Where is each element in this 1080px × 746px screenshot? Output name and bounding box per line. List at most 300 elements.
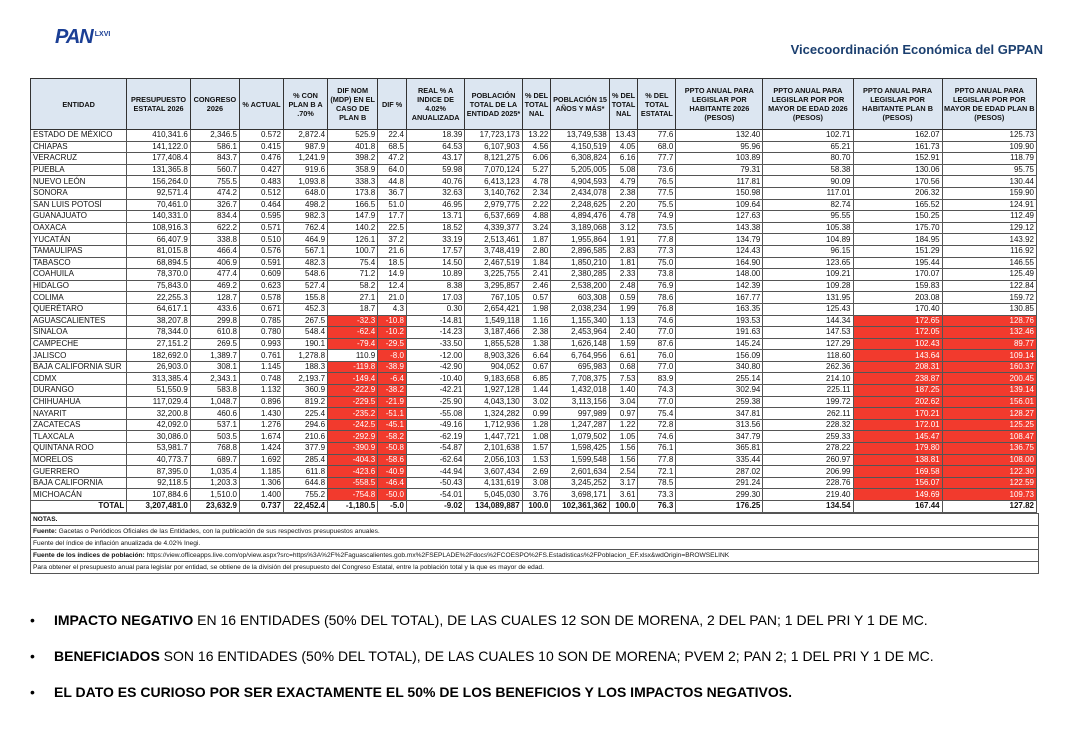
table-row — [31, 176, 1037, 188]
table-cell: 73.6 — [638, 164, 676, 176]
table-cell: 64.0 — [378, 164, 407, 176]
table-cell: 14.9 — [378, 269, 407, 281]
table-cell: 17,723,173 — [465, 130, 522, 142]
table-cell: 3,140,762 — [465, 187, 522, 199]
table-cell: 2,343.1 — [190, 373, 239, 385]
table-row — [31, 327, 1037, 339]
table-cell: 70,461.0 — [127, 199, 191, 211]
table-row — [31, 489, 1037, 501]
table-cell: 89.77 — [942, 338, 1036, 350]
table-cell: 104.89 — [763, 234, 853, 246]
table-cell: 90.09 — [763, 176, 853, 188]
table-cell: 143.92 — [942, 234, 1036, 246]
table-cell: 164.90 — [676, 257, 763, 269]
table-cell: 904,052 — [465, 361, 522, 373]
table-cell: 190.1 — [284, 338, 328, 350]
table-row — [31, 199, 1037, 211]
table-cell: 77.5 — [638, 187, 676, 199]
table-cell: 4.79 — [609, 176, 638, 188]
table-cell: 406.9 — [190, 257, 239, 269]
table-cell: 5.27 — [522, 164, 551, 176]
table-cell: 477.4 — [190, 269, 239, 281]
entity-cell: CHIAPAS — [31, 141, 127, 153]
entity-cell: ZACATECAS — [31, 419, 127, 431]
table-cell: 1,241.9 — [284, 153, 328, 165]
table-row — [31, 466, 1037, 478]
table-cell: 377.9 — [284, 443, 328, 455]
table-cell: 116.92 — [942, 245, 1036, 257]
table-cell: -50.0 — [378, 489, 407, 501]
entity-cell: COLIMA — [31, 292, 127, 304]
table-cell: 3.02 — [522, 396, 551, 408]
table-cell: 1.08 — [522, 431, 551, 443]
table-cell: 108,916.3 — [127, 222, 191, 234]
table-cell: 255.14 — [676, 373, 763, 385]
table-cell: 0.623 — [239, 280, 283, 292]
table-cell: 347.81 — [676, 408, 763, 420]
table-cell: -423.6 — [328, 466, 378, 478]
table-cell: 75,843.0 — [127, 280, 191, 292]
table-cell: 2,601,634 — [551, 466, 609, 478]
table-cell: 1,278.8 — [284, 350, 328, 362]
entity-cell: SINALOA — [31, 327, 127, 339]
table-cell: -558.5 — [328, 477, 378, 489]
table-cell: 170.40 — [853, 303, 942, 315]
table-cell: -10.8 — [378, 315, 407, 327]
table-cell: 4.05 — [609, 141, 638, 153]
table-cell: 72.8 — [638, 419, 676, 431]
bullet-beneficiaries: • BENEFICIADOS SON 16 ENTIDADES (50% DEL TOTAL), DE LAS CUALES 10 SON DE MORENA; PVEM 2; PAN 2; 1 DEL PRI Y 1 DE MC. — [30, 648, 934, 664]
table-cell: 66,407.9 — [127, 234, 191, 246]
table-cell: 206.99 — [763, 466, 853, 478]
table-cell: 199.72 — [763, 396, 853, 408]
table-cell: 193.53 — [676, 315, 763, 327]
table-cell: 76.0 — [638, 350, 676, 362]
table-cell: 92,118.5 — [127, 477, 191, 489]
notes-source: Fuente: Gacetas o Periódicos Oficiales de las Entidades, con la publicación de sus respectivos presupuestos anuales. — [31, 525, 1038, 537]
table-cell: -54.01 — [406, 489, 464, 501]
table-cell: 118.79 — [942, 153, 1036, 165]
table-row — [31, 350, 1037, 362]
table-cell: 695,983 — [551, 361, 609, 373]
table-cell: 302.94 — [676, 385, 763, 397]
table-cell: 95.96 — [676, 141, 763, 153]
table-cell: -242.5 — [328, 419, 378, 431]
table-cell: 1.28 — [522, 419, 551, 431]
table-cell: 338.8 — [190, 234, 239, 246]
table-cell: 130.85 — [942, 303, 1036, 315]
table-cell: 100.0 — [522, 501, 551, 513]
table-cell: 2,538,200 — [551, 280, 609, 292]
table-cell: 8,121,275 — [465, 153, 522, 165]
table-cell: 71.2 — [328, 269, 378, 281]
table-cell: 100.7 — [328, 245, 378, 257]
table-cell: 0.572 — [239, 130, 283, 142]
table-cell: 109.14 — [942, 350, 1036, 362]
table-row — [31, 361, 1037, 373]
table-cell: 3.04 — [609, 396, 638, 408]
table-cell: -62.4 — [328, 327, 378, 339]
table-cell: 1,389.7 — [190, 350, 239, 362]
table-cell: 225.11 — [763, 385, 853, 397]
table-row — [31, 153, 1037, 165]
table-cell: 142.39 — [676, 280, 763, 292]
table-row — [31, 141, 1037, 153]
table-cell: 1,447,721 — [465, 431, 522, 443]
table-cell: 267.5 — [284, 315, 328, 327]
table-cell: 474.2 — [190, 187, 239, 199]
table-cell: 0.30 — [406, 303, 464, 315]
table-cell: 365.81 — [676, 443, 763, 455]
table-cell: 3,245,252 — [551, 477, 609, 489]
table-cell: 82.74 — [763, 199, 853, 211]
table-row — [31, 222, 1037, 234]
table-cell: 76.1 — [638, 443, 676, 455]
notes-population-source: Fuente de los índices de población: https://view.officeapps.live.com/op/view.aspx?src=https%3A%2F%2Faguascalientes.gob.mx%2FSEPLADE%2Fdocs%2FCOESPO%2FS.Estadisticas%2FPoblacion_EF.xlsx&wdOrigin=BROWSELINK — [31, 549, 1038, 561]
table-cell: 77.8 — [638, 234, 676, 246]
table-cell: 131.95 — [763, 292, 853, 304]
table-cell: 6.64 — [522, 350, 551, 362]
table-cell: 3,607,434 — [465, 466, 522, 478]
entity-cell: QUERÉTARO — [31, 303, 127, 315]
table-cell: 76.3 — [638, 501, 676, 513]
table-cell: 96.15 — [763, 245, 853, 257]
column-header: PPTO ANUAL PARA LEGISLAR POR POR MAYOR DE EDAD PLAN B (PESOS) — [942, 79, 1036, 130]
table-cell: 6,308,824 — [551, 153, 609, 165]
table-cell: 203.08 — [853, 292, 942, 304]
table-row — [31, 245, 1037, 257]
table-row — [31, 234, 1037, 246]
table-cell: 200.45 — [942, 373, 1036, 385]
entity-cell: CDMX — [31, 373, 127, 385]
table-cell: 75.4 — [328, 257, 378, 269]
table-cell: 583.8 — [190, 385, 239, 397]
table-cell: -44.94 — [406, 466, 464, 478]
table-row — [31, 303, 1037, 315]
table-cell: 3,225,755 — [465, 269, 522, 281]
table-cell: 2,513,461 — [465, 234, 522, 246]
table-cell: 165.52 — [853, 199, 942, 211]
table-cell: -754.8 — [328, 489, 378, 501]
table-cell: 452.3 — [284, 303, 328, 315]
table-row — [31, 164, 1037, 176]
summary-bullets — [30, 612, 1050, 720]
table-row — [31, 315, 1037, 327]
table-cell: 498.2 — [284, 199, 328, 211]
table-cell: 118.60 — [763, 350, 853, 362]
table-cell: 1.91 — [609, 234, 638, 246]
table-cell: 65.21 — [763, 141, 853, 153]
table-cell: 40,773.7 — [127, 454, 191, 466]
table-cell: 175.70 — [853, 222, 942, 234]
entity-cell: GUERRERO — [31, 466, 127, 478]
table-cell: 126.1 — [328, 234, 378, 246]
table-cell: -8.0 — [378, 350, 407, 362]
table-cell: 503.5 — [190, 431, 239, 443]
table-cell: 102.71 — [763, 130, 853, 142]
table-cell: -12.00 — [406, 350, 464, 362]
table-cell: 43.17 — [406, 153, 464, 165]
table-cell: 125.73 — [942, 130, 1036, 142]
table-cell: 136.75 — [942, 443, 1036, 455]
table-cell: 208.31 — [853, 361, 942, 373]
notes-title: NOTAS. — [31, 513, 1038, 525]
table-cell: 74.9 — [638, 211, 676, 223]
table-cell: 112.49 — [942, 211, 1036, 223]
table-cell: 77.7 — [638, 153, 676, 165]
entity-cell: DURANGO — [31, 385, 127, 397]
table-cell: 77.6 — [638, 130, 676, 142]
table-cell: 134,089,887 — [465, 501, 522, 513]
table-cell: 75.0 — [638, 257, 676, 269]
table-cell: 6.06 — [522, 153, 551, 165]
table-cell: 262.11 — [763, 408, 853, 420]
table-cell: 18.52 — [406, 222, 464, 234]
table-row — [31, 419, 1037, 431]
table-cell: 1.692 — [239, 454, 283, 466]
table-cell: 1,549,118 — [465, 315, 522, 327]
table-cell: 128.7 — [190, 292, 239, 304]
table-cell: 1.276 — [239, 419, 283, 431]
column-header: % CON PLAN B A .70% — [284, 79, 328, 130]
table-cell: 10.89 — [406, 269, 464, 281]
table-cell: 102,361,362 — [551, 501, 609, 513]
notes-inflation: Fuente del índice de inflación anualizada de 4.02% Inegi. — [31, 537, 1038, 549]
table-cell: 23,632.9 — [190, 501, 239, 513]
table-cell: 27.1 — [328, 292, 378, 304]
bullet-dot: • — [30, 648, 35, 664]
table-cell: 2,872.4 — [284, 130, 328, 142]
page-title: Vicecoordinación Económica del GPPAN — [790, 42, 1043, 57]
table-cell: 3,698,171 — [551, 489, 609, 501]
table-cell: 64,617.1 — [127, 303, 191, 315]
table-cell: 0.57 — [522, 292, 551, 304]
table-cell: 156,264.0 — [127, 176, 191, 188]
table-cell: 75.4 — [638, 408, 676, 420]
table-cell: 78.5 — [638, 477, 676, 489]
table-cell: 128.27 — [942, 408, 1036, 420]
table-cell: 3.17 — [609, 477, 638, 489]
table-row — [31, 292, 1037, 304]
table-cell: 9,183,658 — [465, 373, 522, 385]
table-cell: 122.30 — [942, 466, 1036, 478]
table-cell: 1,203.3 — [190, 477, 239, 489]
table-cell: 1,599,548 — [551, 454, 609, 466]
table-cell: 155.8 — [284, 292, 328, 304]
table-cell: -404.3 — [328, 454, 378, 466]
table-cell: 87,395.0 — [127, 466, 191, 478]
table-cell: 156.09 — [676, 350, 763, 362]
table-cell: 0.609 — [239, 269, 283, 281]
entity-cell: NUEVO LEÓN — [31, 176, 127, 188]
table-cell: 149.69 — [853, 489, 942, 501]
table-cell: 68.0 — [638, 141, 676, 153]
table-cell: 2,380,285 — [551, 269, 609, 281]
table-cell: 6,537,669 — [465, 211, 522, 223]
table-cell: 4,339,377 — [465, 222, 522, 234]
table-cell: 18.7 — [328, 303, 378, 315]
table-cell: 102.43 — [853, 338, 942, 350]
table-cell: 76.8 — [638, 303, 676, 315]
table-cell: 1.81 — [609, 257, 638, 269]
table-cell: 460.6 — [190, 408, 239, 420]
column-header: CONGRESO 2026 — [190, 79, 239, 130]
table-cell: 1.424 — [239, 443, 283, 455]
table-cell: 3,189,068 — [551, 222, 609, 234]
table-cell: 134.54 — [763, 501, 853, 513]
table-cell: 537.1 — [190, 419, 239, 431]
table-cell: 161.73 — [853, 141, 942, 153]
table-cell: 73.8 — [638, 269, 676, 281]
table-cell: 299.30 — [676, 489, 763, 501]
table-cell: 146.55 — [942, 257, 1036, 269]
table-cell: 53,981.7 — [127, 443, 191, 455]
table-cell: 1.16 — [522, 315, 551, 327]
table-cell: 105.38 — [763, 222, 853, 234]
table-cell: 1.40 — [609, 385, 638, 397]
table-cell: 151.29 — [853, 245, 942, 257]
table-cell: 228.76 — [763, 477, 853, 489]
table-cell: 0.748 — [239, 373, 283, 385]
table-cell: 40.76 — [406, 176, 464, 188]
table-cell: 1.44 — [522, 385, 551, 397]
table-cell: 74.3 — [638, 385, 676, 397]
bullet-dot: • — [30, 684, 35, 700]
table-cell: 0.476 — [239, 153, 283, 165]
table-cell: 586.1 — [190, 141, 239, 153]
table-cell: 982.3 — [284, 211, 328, 223]
table-cell: 1.185 — [239, 466, 283, 478]
table-cell: 76.5 — [638, 176, 676, 188]
table-cell: 358.9 — [328, 164, 378, 176]
table-cell: -50.8 — [378, 443, 407, 455]
column-header: PPTO ANUAL PARA LEGISLAR POR HABITANTE 2026 (PESOS) — [676, 79, 763, 130]
table-cell: 4.78 — [522, 176, 551, 188]
table-cell: 51.0 — [378, 199, 407, 211]
table-cell: -79.4 — [328, 338, 378, 350]
table-cell: 176.25 — [676, 501, 763, 513]
table-cell: 169.58 — [853, 466, 942, 478]
table-cell: 0.780 — [239, 327, 283, 339]
table-cell: 4,131,619 — [465, 477, 522, 489]
table-cell: 3,748,419 — [465, 245, 522, 257]
table-cell: 1.59 — [609, 338, 638, 350]
table-cell: 2.22 — [522, 199, 551, 211]
table-cell: 129.12 — [942, 222, 1036, 234]
table-cell: 210.6 — [284, 431, 328, 443]
table-cell: 130.44 — [942, 176, 1036, 188]
entity-cell: BAJA CALIFORNIA SUR — [31, 361, 127, 373]
table-cell: 214.10 — [763, 373, 853, 385]
table-cell: 1.674 — [239, 431, 283, 443]
table-cell: 156.07 — [853, 477, 942, 489]
table-cell: 648.0 — [284, 187, 328, 199]
table-cell: 294.6 — [284, 419, 328, 431]
entity-cell: SONORA — [31, 187, 127, 199]
table-cell: 32,200.8 — [127, 408, 191, 420]
table-cell: 287.02 — [676, 466, 763, 478]
table-cell: 110.9 — [328, 350, 378, 362]
table-cell: 74.6 — [638, 431, 676, 443]
table-cell: 13.71 — [406, 211, 464, 223]
table-cell: 1,324,282 — [465, 408, 522, 420]
table-cell: 1,155,340 — [551, 315, 609, 327]
entity-cell: MORELOS — [31, 454, 127, 466]
table-cell: 95.75 — [942, 164, 1036, 176]
table-cell: -149.4 — [328, 373, 378, 385]
table-cell: 603,308 — [551, 292, 609, 304]
table-cell: 148.00 — [676, 269, 763, 281]
table-cell: 1,048.7 — [190, 396, 239, 408]
table-cell: 117,029.4 — [127, 396, 191, 408]
table-cell: -235.2 — [328, 408, 378, 420]
table-cell: 1.430 — [239, 408, 283, 420]
table-cell: 2,248,625 — [551, 199, 609, 211]
table-cell: -229.5 — [328, 396, 378, 408]
table-cell: 124.91 — [942, 199, 1036, 211]
table-cell: 42,092.0 — [127, 419, 191, 431]
table-cell: 464.9 — [284, 234, 328, 246]
table-cell: 313,385.4 — [127, 373, 191, 385]
table-cell: -390.9 — [328, 443, 378, 455]
column-header: DIF NOM (MDP) EN EL CASO DE PLAN B — [328, 79, 378, 130]
table-cell: 1.400 — [239, 489, 283, 501]
table-cell: 4,150,519 — [551, 141, 609, 153]
table-row — [31, 443, 1037, 455]
table-cell: 100.0 — [609, 501, 638, 513]
table-cell: 1,247,287 — [551, 419, 609, 431]
table-cell: 262.36 — [763, 361, 853, 373]
table-cell: 0.785 — [239, 315, 283, 327]
table-cell: 834.4 — [190, 211, 239, 223]
table-cell: 172.05 — [853, 327, 942, 339]
entity-cell: QUINTANA ROO — [31, 443, 127, 455]
budget-table-container — [30, 78, 1037, 574]
table-cell: 1.87 — [522, 234, 551, 246]
table-cell: 127.63 — [676, 211, 763, 223]
table-cell: 81,015.8 — [127, 245, 191, 257]
table-cell: -42.90 — [406, 361, 464, 373]
table-cell: 987.9 — [284, 141, 328, 153]
table-cell: 2,193.7 — [284, 373, 328, 385]
table-cell: 75.5 — [638, 199, 676, 211]
table-cell: -21.9 — [378, 396, 407, 408]
table-row — [31, 280, 1037, 292]
table-cell: 117.01 — [763, 187, 853, 199]
table-cell: 6.61 — [609, 350, 638, 362]
table-cell: 191.63 — [676, 327, 763, 339]
table-cell: 159.72 — [942, 292, 1036, 304]
table-cell: 109.64 — [676, 199, 763, 211]
table-cell: 77.0 — [638, 361, 676, 373]
table-cell: 4.3 — [378, 303, 407, 315]
table-cell: 107,884.6 — [127, 489, 191, 501]
table-cell: 2,101,638 — [465, 443, 522, 455]
table-cell: 5.08 — [609, 164, 638, 176]
table-cell: 159.83 — [853, 280, 942, 292]
table-cell: 125.43 — [763, 303, 853, 315]
table-cell: 1,955,864 — [551, 234, 609, 246]
logo-text: PAN — [55, 25, 93, 48]
table-cell: 1.99 — [609, 303, 638, 315]
table-cell: 150.98 — [676, 187, 763, 199]
table-cell: 13,749,538 — [551, 130, 609, 142]
entity-cell: VERACRUZ — [31, 153, 127, 165]
notes-section — [30, 513, 1039, 574]
table-cell: 2.20 — [609, 199, 638, 211]
table-cell: 131,365.8 — [127, 164, 191, 176]
table-row — [31, 187, 1037, 199]
